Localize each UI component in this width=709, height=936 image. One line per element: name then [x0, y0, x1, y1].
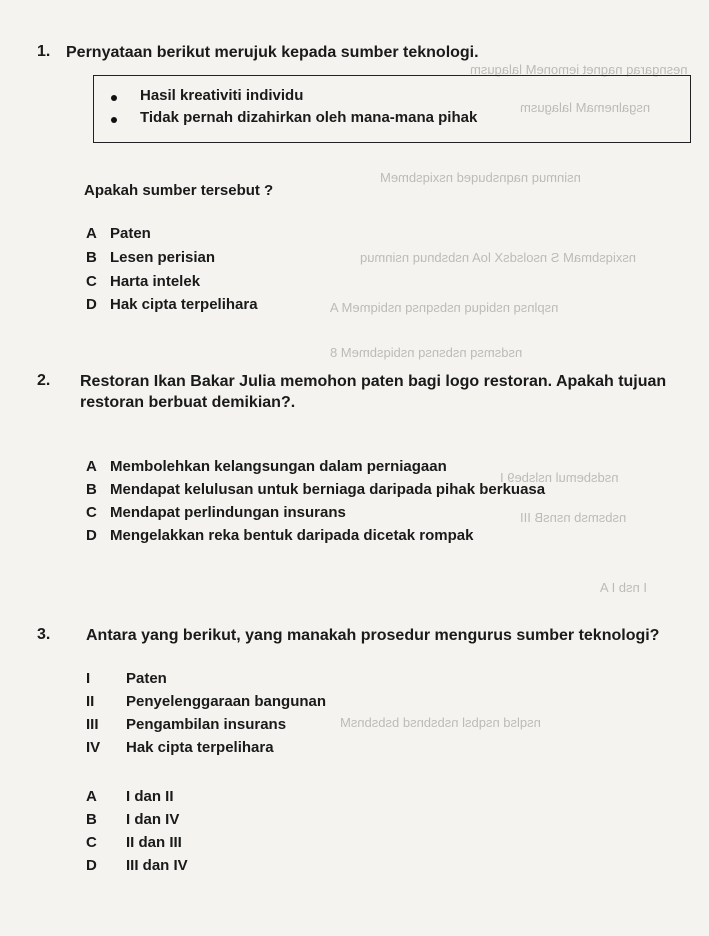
- question-text: Pernyataan berikut merujuk kepada sumber teknologi.: [66, 44, 479, 61]
- statement-text: Hak cipta terpelihara: [126, 739, 274, 756]
- statement-text: Paten: [126, 670, 167, 687]
- bleed-through-text: nsgalnemaM lalagusm: [520, 100, 651, 115]
- question-text: Restoran Ikan Bakar Julia memohon paten bagi logo restoran. Apakah tujuan: [80, 373, 667, 390]
- bleed-through-text: nsplnsq nsbiquq nsbsqnsq nsbiqmeM A: [330, 300, 559, 315]
- option-letter[interactable]: D: [86, 527, 97, 544]
- bleed-through-text: nsbsmsb nsnsB III: [520, 510, 627, 525]
- option-text[interactable]: II dan III: [126, 834, 182, 851]
- option-letter[interactable]: B: [86, 481, 97, 498]
- statement-roman: II: [86, 693, 95, 710]
- statement-roman: I: [86, 670, 91, 687]
- option-text[interactable]: Paten: [110, 225, 151, 242]
- statement-text: Penyelenggaraan bangunan: [126, 693, 327, 710]
- bleed-through-text: nsxiqsbmaM S nsolsdsX loA nsbsbnuq nsinmuq: [360, 250, 637, 265]
- question-text: restoran berbuat demikian?.: [80, 394, 296, 411]
- option-letter[interactable]: B: [86, 811, 97, 828]
- option-text[interactable]: I dan II: [126, 788, 174, 805]
- option-letter[interactable]: A: [86, 458, 97, 475]
- option-text[interactable]: Mendapat perlindungan insurans: [110, 504, 346, 521]
- statement-text: Pengambilan insurans: [126, 716, 287, 733]
- option-letter[interactable]: D: [86, 857, 97, 874]
- option-letter[interactable]: B: [86, 249, 97, 266]
- question-number: 2.: [37, 372, 51, 389]
- question-prompt: Apakah sumber tersebut ?: [84, 182, 274, 199]
- option-text[interactable]: Mengelakkan reka bentuk daripada dicetak rompak: [110, 527, 474, 544]
- option-text[interactable]: Harta intelek: [110, 273, 201, 290]
- option-text[interactable]: Hak cipta terpelihara: [110, 296, 258, 313]
- bleed-through-text: nsinmuq naqnsbuqed nsxiqsbmeM: [380, 170, 581, 185]
- box-item: Hasil kreativiti individu: [140, 87, 304, 104]
- option-letter[interactable]: A: [86, 788, 97, 805]
- option-text[interactable]: I dan IV: [126, 811, 180, 828]
- question-number: 1.: [37, 43, 51, 60]
- question-number: 3.: [37, 626, 51, 643]
- bullet-icon: [111, 95, 117, 101]
- bleed-through-text: nsqlsd nsqbsl nsbsbnsd bsbsbnsM: [340, 715, 541, 730]
- statement-roman: IV: [86, 739, 101, 756]
- option-text[interactable]: Membolehkan kelangsungan dalam perniagaan: [110, 458, 447, 475]
- bleed-through-text: nsdsbemul nslsbe9 I: [500, 470, 619, 485]
- option-text[interactable]: Mendapat kelulusan untuk berniaga daripada pihak berkuasa: [110, 481, 546, 498]
- option-letter[interactable]: C: [86, 273, 97, 290]
- statement-roman: III: [86, 716, 99, 733]
- bullet-icon: [111, 117, 117, 123]
- option-letter[interactable]: D: [86, 296, 97, 313]
- option-text[interactable]: Lesen perisian: [110, 249, 216, 266]
- option-letter[interactable]: C: [86, 504, 97, 521]
- bleed-through-text: nesngaraq nagnet iemoneM lalagusm: [470, 62, 688, 77]
- box-item: Tidak pernah dizahirkan oleh mana-mana pihak: [140, 109, 478, 126]
- option-letter[interactable]: C: [86, 834, 97, 851]
- bleed-through-text: nsdsmsq nsbsnsq nsbiqsbmeM 8: [330, 345, 523, 360]
- bleed-through-text: I nsb I A: [600, 580, 647, 595]
- option-text[interactable]: III dan IV: [126, 857, 188, 874]
- question-text: Antara yang berikut, yang manakah prosedur mengurus sumber teknologi?: [86, 627, 660, 644]
- option-letter[interactable]: A: [86, 225, 97, 242]
